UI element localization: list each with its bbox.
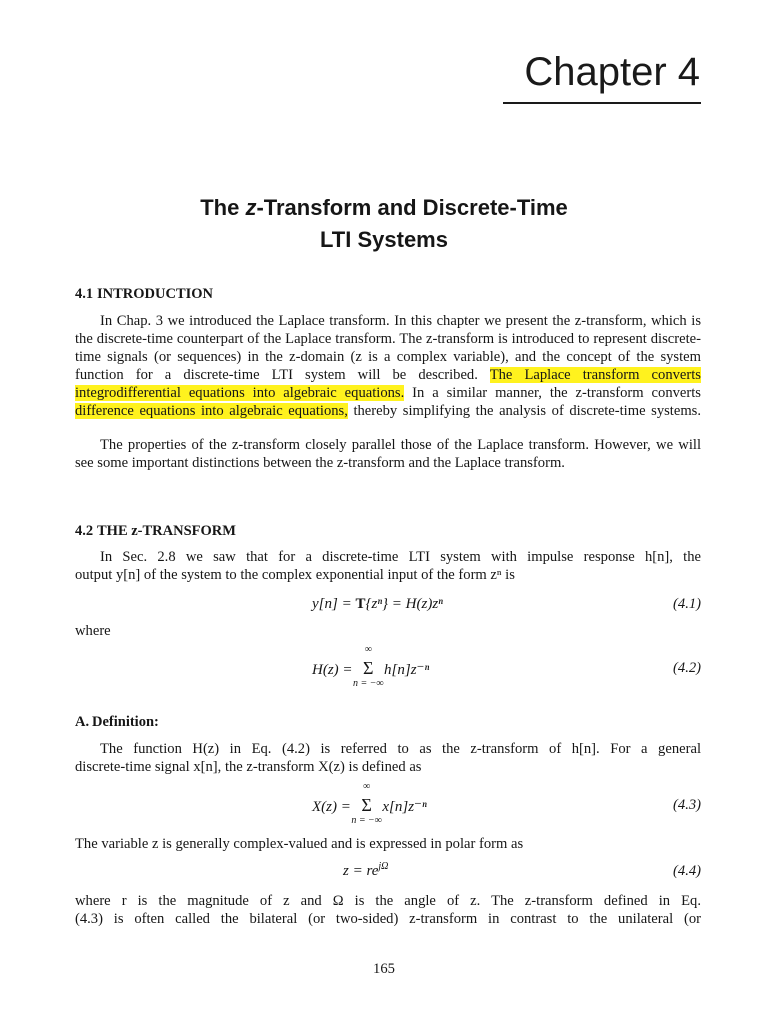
- subsection-title-definition: Definition:: [92, 714, 159, 730]
- intro-paragraph-2: The properties of the z-transform closely parallel those of the Laplace transform. However, we will see some important distinctions between the z-transform and the Laplace transform.: [75, 437, 701, 471]
- equation-number-4-2: (4.2): [673, 660, 701, 676]
- chapter-title-line-2: LTI Systems: [320, 227, 448, 252]
- section-number-4-2: 4.2: [75, 523, 94, 539]
- definition-paragraph-line-2: discrete-time signal x[n], the z-transform X(z) is defined as: [75, 759, 422, 775]
- section-title-z-transform: THE z-TRANSFORM: [97, 523, 236, 539]
- chapter-heading: Chapter 4: [524, 50, 700, 94]
- chapter-rule: [503, 102, 701, 104]
- section-title-introduction: INTRODUCTION: [97, 286, 214, 302]
- definition-paragraph-line-1: The function H(z) in Eq. (4.2) is referred to as the z-transform of h[n]. For a general: [100, 741, 701, 757]
- chapter-title-line-1: The z-Transform and Discrete-Time: [200, 195, 568, 220]
- where-label: where: [75, 623, 111, 639]
- definition-paragraph-2: The variable z is generally complex-valued and is expressed in polar form as: [75, 836, 524, 852]
- equation-number-4-1: (4.1): [673, 596, 701, 612]
- intro-paragraph-1: In Chap. 3 we introduced the Laplace transform. In this chapter we present the z-transform, which is the discrete-time counterpart of the Laplace transform. The z-transform is introduced to represent discrete-time signals (or sequences) in the z-domain (z is a complex variable), and the concept of the system function for a discrete-time LTI system will be described. The Laplace transform converts integrodifferential equations into algebraic equations. In a similar manner, the z-transform converts difference equations into algebraic equations, thereby simplifying the analysis of discrete-time systems.: [75, 313, 702, 419]
- ztransform-paragraph-line-1: In Sec. 2.8 we saw that for a discrete-time LTI system with impulse response h[n], the: [100, 549, 701, 565]
- page-number: 165: [373, 961, 395, 977]
- equation-4-3: X(z) = Σ ∞ n = −∞ x[n]z⁻ⁿ: [312, 781, 427, 826]
- highlight-laplace: The Laplace transform converts integrodifferential equations into algebraic equations.: [75, 367, 701, 401]
- section-number-4-1: 4.1: [75, 286, 94, 302]
- highlight-difference-equations: difference equations into algebraic equations,: [75, 403, 348, 419]
- summation-symbol: Σ ∞ n = −∞: [352, 644, 384, 689]
- summation-symbol: Σ ∞ n = −∞: [351, 781, 382, 826]
- equation-number-4-3: (4.3): [673, 797, 701, 813]
- subsection-letter-a: A.: [75, 714, 90, 730]
- definition-paragraph-3-line-1: where r is the magnitude of z and Ω is the angle of z. The z-transform defined in Eq.: [75, 893, 701, 909]
- definition-paragraph-3-line-2: (4.3) is often called the bilateral (or two-sided) z-transform in contrast to the unilateral (or: [75, 911, 701, 927]
- ztransform-paragraph-line-2: output y[n] of the system to the complex exponential input of the form zⁿ is: [75, 567, 515, 583]
- equation-4-1: y[n] = T{zⁿ} = H(z)zⁿ: [312, 596, 443, 612]
- equation-4-2: H(z) = Σ ∞ n = −∞ h[n]z⁻ⁿ: [312, 644, 430, 689]
- equation-4-4: $z = re^{j\Omega}$: [343, 861, 389, 879]
- equation-number-4-4: (4.4): [673, 863, 701, 879]
